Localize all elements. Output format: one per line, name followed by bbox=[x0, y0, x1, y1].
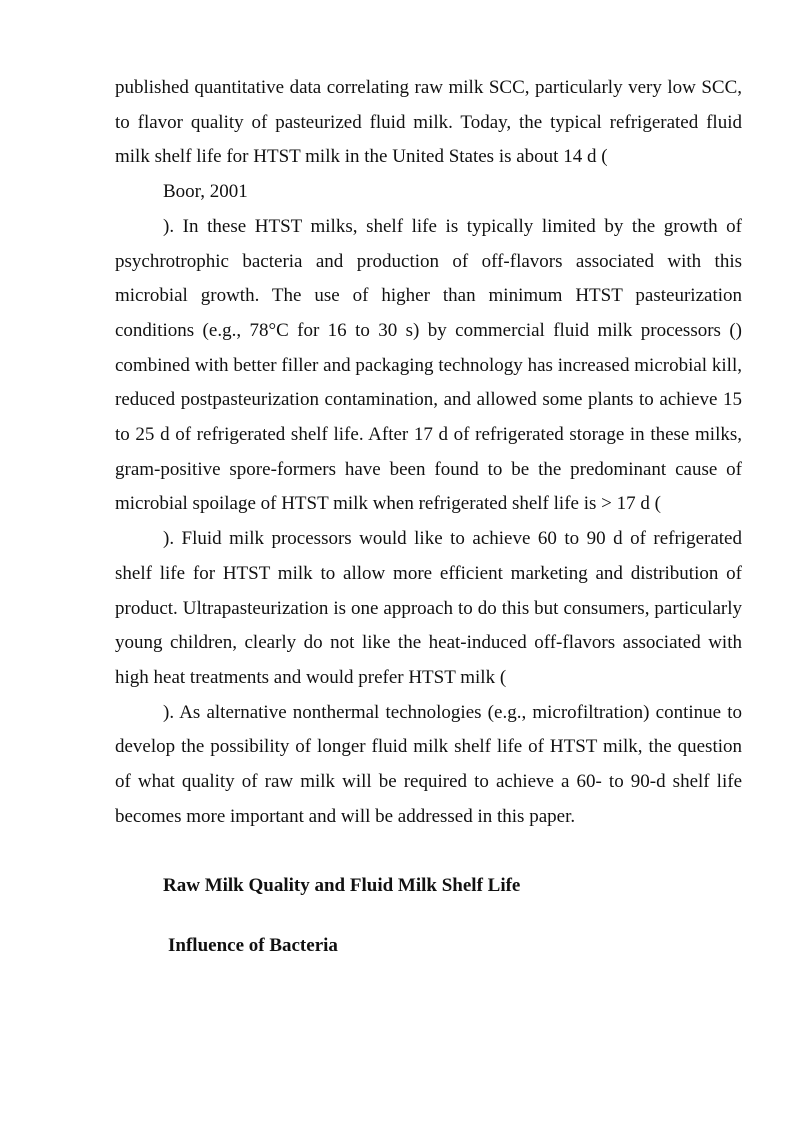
paragraph-htst-shelf-life: ). In these HTST milks, shelf life is typically limited by the growth of psychrotrophic bacteria and production of off-flavors associated with this microbial growth. The use of higher than minimum HTST pasteurization conditions (e.g., 78°C for 16 to 30 s) by commercial fluid milk processors () combined with better filler and packaging technology has increased microbial kill, reduced postpasteurization contamination, and allowed some plants to achieve 15 to 25 d of refrigerated shelf life. After 17 d of refrigerated storage in these milks, gram-positive spore-formers have been found to be the predominant cause of microbial spoilage of HTST milk when refrigerated shelf life is > 17 d ( bbox=[115, 215, 742, 515]
paragraph-processor-goals: ). Fluid milk processors would like to achieve 60 to 90 d of refrigerated shelf life for HTST milk to allow more efficient marketing and distribution of product. Ultrapasteurization is one approach to do this but consumers, particularly young children, clearly do not like the heat-induced off-flavors associated with high heat treatments and would prefer HTST milk ( bbox=[115, 528, 742, 688]
document-page bbox=[115, 71, 742, 964]
paragraph-nonthermal: ). As alternative nonthermal technologies (e.g., microfiltration) continue to develop the possibility of longer fluid milk shelf life of HTST milk, the question of what quality of raw milk will be required to achieve a 60- to 90-d shelf life becomes more important and will be addressed in this paper. bbox=[115, 701, 742, 827]
subsection-heading: Influence of Bacteria bbox=[168, 935, 338, 957]
paragraph-intro: published quantitative data correlating raw milk SCC, particularly very low SCC, to flavor quality of pasteurized fluid milk. Today, the typical refrigerated fluid milk shelf life for HTST milk in the United States is about 14 d ( bbox=[115, 77, 742, 168]
section-heading: Raw Milk Quality and Fluid Milk Shelf Life bbox=[163, 875, 521, 897]
citation-boor-2001: Boor, 2001 bbox=[163, 181, 248, 203]
